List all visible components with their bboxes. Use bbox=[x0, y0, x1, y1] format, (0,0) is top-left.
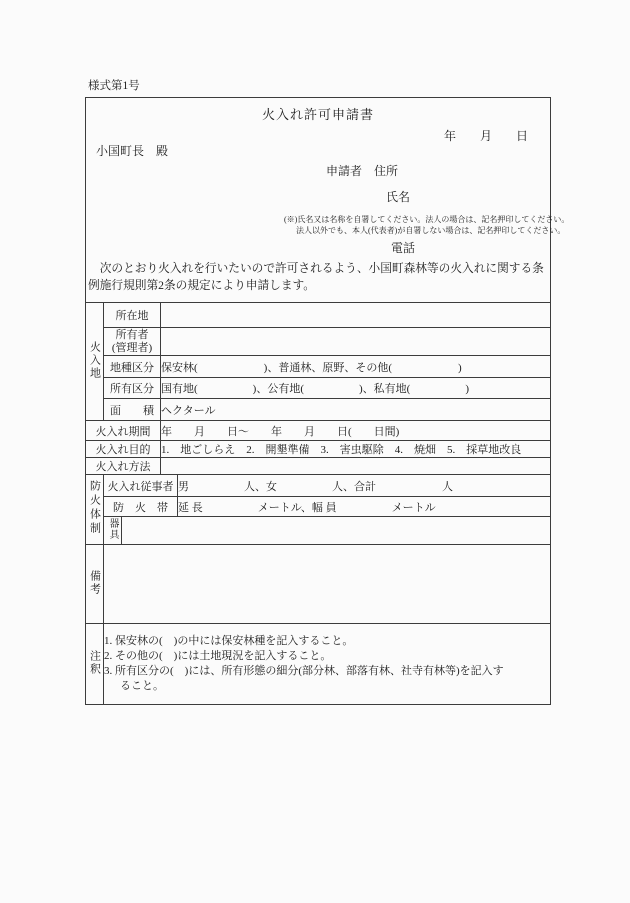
table-row bbox=[86, 328, 551, 356]
location-label: 所在地 bbox=[104, 303, 161, 328]
addressee: 小国町長 殿 bbox=[96, 144, 169, 158]
equipment-field bbox=[122, 517, 551, 545]
form-title: 火入れ許可申請書 bbox=[261, 107, 374, 122]
note-line-2: 2. その他の( )には土地現況を記入すること。 bbox=[104, 650, 332, 662]
firebreak-field: 延 長 メートル、幅 員 メートル bbox=[178, 497, 551, 517]
area-label: 面 積 bbox=[104, 399, 161, 421]
method-label: 火入れ方法 bbox=[86, 458, 161, 475]
owner-label bbox=[104, 328, 161, 356]
applicant-name-label: 氏名 bbox=[386, 190, 411, 204]
owner-label-line1: 所有者 bbox=[115, 328, 149, 341]
fire-site-group-text: 火入地 bbox=[88, 340, 101, 380]
note-line-3: 3. 所有区分の( )には、所有形態の細分(部分林、部落有林、社寺有林等)を記入す bbox=[104, 665, 504, 677]
land-type-label: 地種区分 bbox=[104, 356, 161, 378]
table-row bbox=[86, 303, 551, 328]
fire-prevention-group-label bbox=[86, 475, 104, 545]
application-statement: 次のとおり火入れを行いたいので許可されるよう、小国町森林等の火入れに関する条例施行規則第2条の規定により申請します。 bbox=[88, 262, 544, 292]
notes-label bbox=[86, 624, 104, 705]
fire-prevention-group-text: 防火体制 bbox=[88, 480, 101, 536]
signature-note-line2: 法人以外でも、本人(代表者)が自署しない場合は、記名押印してください。 bbox=[296, 226, 566, 235]
notes-label-text: 注釈 bbox=[88, 649, 101, 676]
method-field bbox=[161, 458, 551, 475]
note-line-4: ること。 bbox=[120, 680, 164, 692]
remarks-field bbox=[104, 545, 551, 624]
table-row bbox=[86, 517, 551, 545]
period-label: 火入れ期間 bbox=[86, 421, 161, 441]
application-form bbox=[85, 97, 570, 705]
table-row bbox=[86, 475, 551, 497]
date-field: 年 月 日 bbox=[443, 129, 528, 143]
notes-content bbox=[104, 624, 551, 705]
table-row bbox=[86, 458, 551, 475]
owner-label-line2: (管理者) bbox=[111, 341, 153, 354]
purpose-field: 1. 地ごしらえ 2. 開墾準備 3. 害虫駆除 4. 焼畑 5. 採草地改良 bbox=[161, 441, 551, 458]
table-row bbox=[86, 441, 551, 458]
period-field: 年 月 日～ 年 月 日( 日間) bbox=[161, 421, 551, 441]
workers-field: 男 人、女 人、合計 人 bbox=[178, 475, 551, 497]
remarks-label bbox=[86, 545, 104, 624]
form-header bbox=[85, 97, 570, 302]
remarks-label-text: 備考 bbox=[88, 569, 101, 596]
signature-note bbox=[284, 214, 569, 236]
location-field bbox=[161, 303, 551, 328]
area-field: ヘクタール bbox=[161, 399, 551, 421]
note-line-1: 1. 保安林の( )の中には保安林種を記入すること。 bbox=[104, 635, 354, 647]
land-type-field: 保安林( )、普通林、原野、その他( ) bbox=[161, 356, 551, 378]
form-number: 様式第1号 bbox=[88, 80, 140, 92]
signature-note-line1: (※)氏名又は名称を自署してください。法人の場合は、記名押印してください。 bbox=[284, 215, 570, 224]
workers-label: 火入れ従事者 bbox=[104, 475, 178, 497]
phone-label: 電話 bbox=[391, 241, 416, 255]
firebreak-label: 防 火 帯 bbox=[104, 497, 178, 517]
purpose-label: 火入れ目的 bbox=[86, 441, 161, 458]
table-row bbox=[86, 356, 551, 378]
ownership-label: 所有区分 bbox=[104, 378, 161, 399]
table-row bbox=[86, 545, 551, 624]
table-row bbox=[86, 378, 551, 399]
table-row bbox=[86, 624, 551, 705]
table-row bbox=[86, 421, 551, 441]
equipment-label bbox=[104, 517, 122, 545]
form-table bbox=[85, 302, 551, 705]
ownership-field: 国有地( )、公有地( )、私有地( ) bbox=[161, 378, 551, 399]
table-row bbox=[86, 497, 551, 517]
equipment-label-text: 器具 bbox=[107, 518, 118, 540]
applicant-address-label: 申請者 住所 bbox=[326, 164, 399, 178]
fire-site-group-label bbox=[86, 303, 104, 421]
owner-field bbox=[161, 328, 551, 356]
table-row bbox=[86, 399, 551, 421]
